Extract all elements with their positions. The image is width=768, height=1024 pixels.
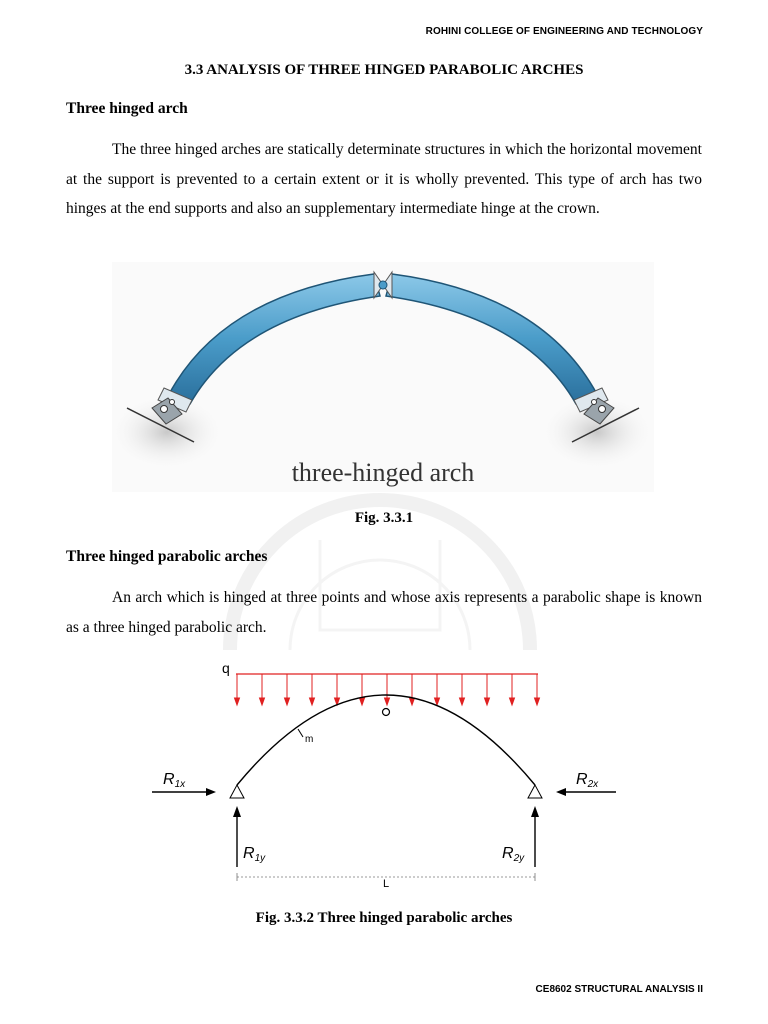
load-arrow-head <box>410 698 415 705</box>
paragraph-parabolic-definition <box>66 583 702 642</box>
load-arrow-head <box>485 698 490 705</box>
distributed-load <box>235 674 540 705</box>
crown-hinge <box>379 281 387 289</box>
reaction-r1y-arrow <box>233 806 241 867</box>
left-pin-support <box>230 785 244 798</box>
load-arrow-head <box>510 698 515 705</box>
load-arrow-head <box>360 698 365 705</box>
reaction-r2x-label: R2x <box>576 771 599 790</box>
paragraph-parabolic-text: An arch which is hinged at three points and whose axis represents a parabolic shape is known as a three hinged parabolic arch. <box>66 589 702 636</box>
span-label: L <box>382 878 390 890</box>
load-arrow-head <box>235 698 240 705</box>
load-arrow-head <box>535 698 540 705</box>
heading-three-hinged-arch: Three hinged arch <box>66 100 188 117</box>
load-label: q <box>222 660 230 676</box>
reaction-r1x-label: R1x <box>163 771 186 790</box>
parabolic-arch-diagram <box>150 655 630 890</box>
reaction-r2x-arrow <box>556 788 616 796</box>
reaction-r1y-label: R1y <box>243 845 266 864</box>
section-title: 3.3 ANALYSIS OF THREE HINGED PARABOLIC ARCHES <box>184 62 584 78</box>
load-arrow-head <box>385 698 390 705</box>
crown-hinge-symbol <box>383 709 390 716</box>
load-arrow-head <box>435 698 440 705</box>
reaction-r2y-arrow <box>531 806 539 867</box>
figure1-caption: Fig. 3.3.1 <box>354 510 414 526</box>
reaction-r2y-label: R2y <box>502 845 525 864</box>
right-pin-support <box>528 785 542 798</box>
load-arrow-head <box>310 698 315 705</box>
page-header: ROHINI COLLEGE OF ENGINEERING AND TECHNOLOGY <box>425 26 703 37</box>
heading-three-hinged-parabolic-arches: Three hinged parabolic arches <box>66 548 268 565</box>
paragraph-definition-text: The three hinged arches are statically determinate structures in which the horizontal movement at the support is prevented to a certain extent or it is wholly prevented. This type of arch has two hinges at the end supports and also an supplementary intermediate hinge at the crown. <box>66 141 702 217</box>
load-arrow-head <box>260 698 265 705</box>
point-m-label: m <box>305 734 314 745</box>
load-arrow-head <box>460 698 465 705</box>
figure1-image-label: three-hinged arch <box>291 458 475 487</box>
page-footer: CE8602 STRUCTURAL ANALYSIS II <box>535 984 703 995</box>
three-hinged-arch-illustration <box>112 262 654 492</box>
load-arrow-head <box>285 698 290 705</box>
figure2-caption: Fig. 3.3.2 Three hinged parabolic arches <box>255 910 513 926</box>
paragraph-definition <box>66 135 702 224</box>
